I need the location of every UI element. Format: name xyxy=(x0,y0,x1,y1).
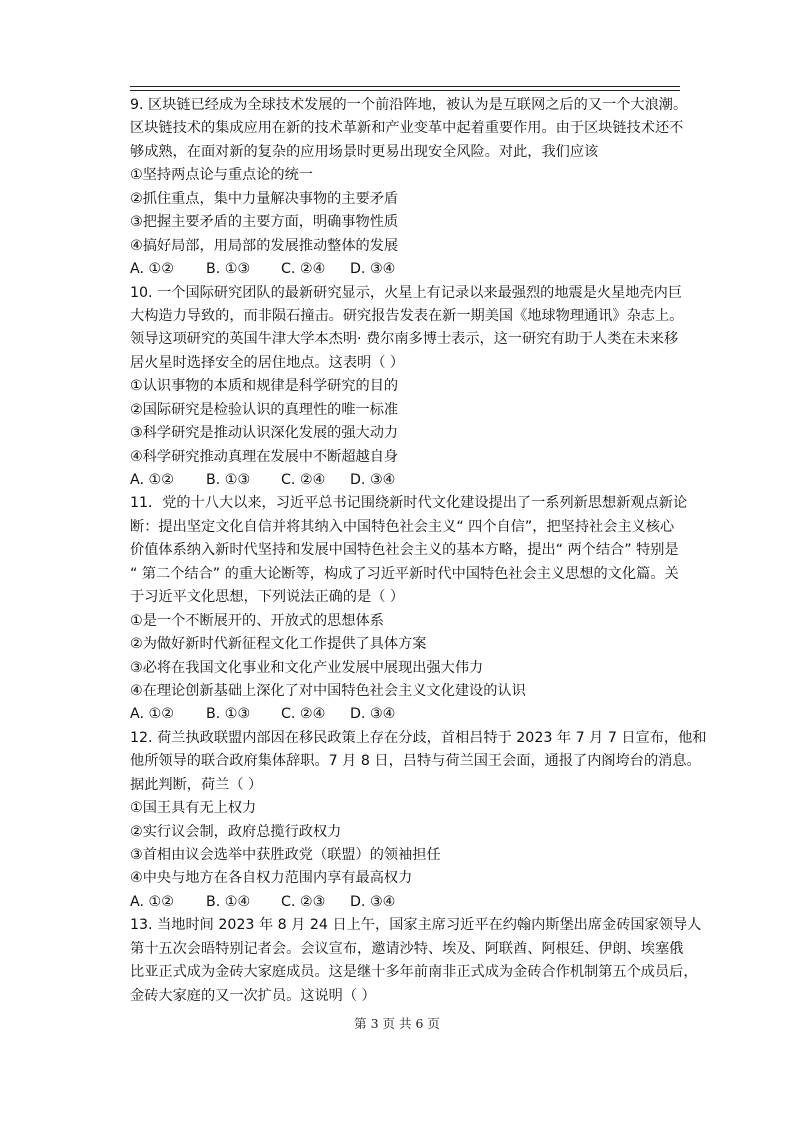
question-stem-line: 11．党的十八大以来，习近平总书记围绕新时代文化建设提出了一系列新思想新观点新论 xyxy=(130,495,688,512)
question-stem-line: 第十五次会晤特别记者会。会议宣布，邀请沙特、埃及、阿联酋、阿根廷、伊朗、埃塞俄 xyxy=(130,940,684,957)
answer-choice-a: A. ①② xyxy=(130,472,174,488)
question-stem-line: 金砖大家庭的又一次扩员。这说明（ ） xyxy=(130,987,376,1004)
answer-choice-b: B. ①③ xyxy=(206,706,251,723)
statement-option: ④搞好局部，用局部的发展推动整体的发展 xyxy=(130,237,399,254)
statement-option: ①坚持两点论与重点论的统一 xyxy=(130,167,313,184)
question-stem-line: 10. 一个国际研究团队的最新研究显示，火星上有记录以来最强烈的地震是火星地壳内巨 xyxy=(130,284,683,301)
header-rule-bottom xyxy=(130,90,680,91)
question-stem-line: 居火星时选择安全的居住地点。这表明（ ） xyxy=(130,354,405,371)
statement-option: ①认识事物的本质和规律是科学研究的目的 xyxy=(130,378,399,395)
answer-choice-a: A. ①② xyxy=(130,706,174,723)
question-stem-line: 断：提出坚定文化自信并将其纳入中国特色社会主义“ 四个自信”，把坚持社会主义核心 xyxy=(130,518,675,535)
statement-option: ①国王具有无上权力 xyxy=(130,800,257,817)
header-rule-top xyxy=(130,86,680,87)
statement-option: ②为做好新时代新征程文化工作提供了具体方案 xyxy=(130,636,427,653)
question-stem-line: 比亚正式成为金砖大家庭成员。这是继十多年前南非正式成为金砖合作机制第五个成员后， xyxy=(130,964,698,981)
answer-choice-d: D. ③④ xyxy=(350,706,396,723)
question-10 xyxy=(130,282,690,493)
question-stem-line: 于习近平文化思想，下列说法正确的是（ ） xyxy=(130,589,405,606)
statement-option: ②实行议会制，政府总揽行政权力 xyxy=(130,823,342,840)
statement-option: ①是一个不断展开的、开放式的思想体系 xyxy=(130,612,384,629)
question-stem-line: 够成熟，在面对新的复杂的应用场景时更易出现安全风险。对此，我们应该 xyxy=(130,143,599,160)
answer-choice-b: B. ①③ xyxy=(206,261,251,278)
page-footer: 第 3 页 共 6 页 xyxy=(354,1016,440,1031)
question-stem-line: 13. 当地时间 2023 年 8 月 24 日上午，国家主席习近平在约翰内斯堡出席金砖国家领导人 xyxy=(130,917,702,934)
statement-option: ③科学研究是推动认识深化发展的强大动力 xyxy=(130,425,399,442)
answer-choices xyxy=(130,258,690,281)
answer-choice-c: C. ②④ xyxy=(281,706,326,723)
answer-choice-d: D. ③④ xyxy=(350,261,396,278)
answer-choice-a: A. ①② xyxy=(130,893,174,910)
question-stem-line: 他所领导的联合政府集体辞职。7 月 8 日，吕特与荷兰国王会面，通报了内阁垮台的消息。 xyxy=(130,753,701,770)
question-9 xyxy=(130,94,690,282)
question-stem-line: 大构造力导致的，而非陨石撞击。研究报告发表在新一期美国《地球物理通讯》杂志上。 xyxy=(130,307,684,324)
answer-choice-c: C. ②④ xyxy=(281,472,326,488)
answer-choice-d: D. ③④ xyxy=(350,472,396,488)
answer-choice-b: B. ①③ xyxy=(206,472,251,488)
statement-option: ②国际研究是检验认识的真理性的唯一标准 xyxy=(130,401,399,418)
question-12 xyxy=(130,727,707,915)
question-stem-line: “ 第二个结合” 的重大论断等，构成了习近平新时代中国特色社会主义思想的文化篇。关 xyxy=(130,565,679,582)
answer-choice-c: C. ②③ xyxy=(281,893,326,910)
answer-choices xyxy=(130,469,690,492)
answer-choices xyxy=(130,891,690,914)
question-11 xyxy=(130,492,690,726)
question-stem-line: 价值体系纳入新时代坚持和发展中国特色社会主义的基本方略，提出“ 两个结合” 特别是 xyxy=(130,542,679,559)
question-13 xyxy=(130,914,702,1008)
question-stem-line: 9. 区块链已经成为全球技术发展的一个前沿阵地，被认为是互联网之后的又一个大浪潮。 xyxy=(130,97,688,113)
statement-option: ④在理论创新基础上深化了对中国特色社会主义文化建设的认识 xyxy=(130,682,526,699)
answer-choices xyxy=(130,703,690,726)
statement-option: ③必将在我国文化事业和文化产业发展中展现出强大伟力 xyxy=(130,659,484,676)
answer-choice-c: C. ②④ xyxy=(281,261,326,278)
statement-option: ④科学研究推动真理在发展中不断超越自身 xyxy=(130,448,399,465)
statement-option: ③把握主要矛盾的主要方面，明确事物性质 xyxy=(130,214,399,231)
answer-choice-a: A. ①② xyxy=(130,261,174,278)
question-stem-line: 领导这项研究的英国牛津大学本杰明· 费尔南多博士表示，这一研究有助于人类在未来移 xyxy=(130,331,679,348)
answer-choice-d: D. ③④ xyxy=(350,893,396,910)
statement-option: ②抓住重点，集中力量解决事物的主要矛盾 xyxy=(130,190,399,207)
question-stem-line: 据此判断，荷兰（ ） xyxy=(130,776,263,793)
statement-option: ③首相由议会选举中获胜政党（联盟）的领袖担任 xyxy=(130,847,441,863)
question-content xyxy=(130,94,707,1008)
question-stem-line: 12. 荷兰执政联盟内部因在移民政策上存在分歧，首相吕特于 2023 年 7 月 7 日宣布，他和 xyxy=(130,729,707,746)
question-stem-line: 区块链技术的集成应用在新的技术革新和产业变革中起着重要作用。由于区块链技术还不 xyxy=(130,120,684,137)
answer-choice-b: B. ①④ xyxy=(206,893,251,910)
statement-option: ④中央与地方在各自权力范围内享有最高权力 xyxy=(130,870,413,887)
